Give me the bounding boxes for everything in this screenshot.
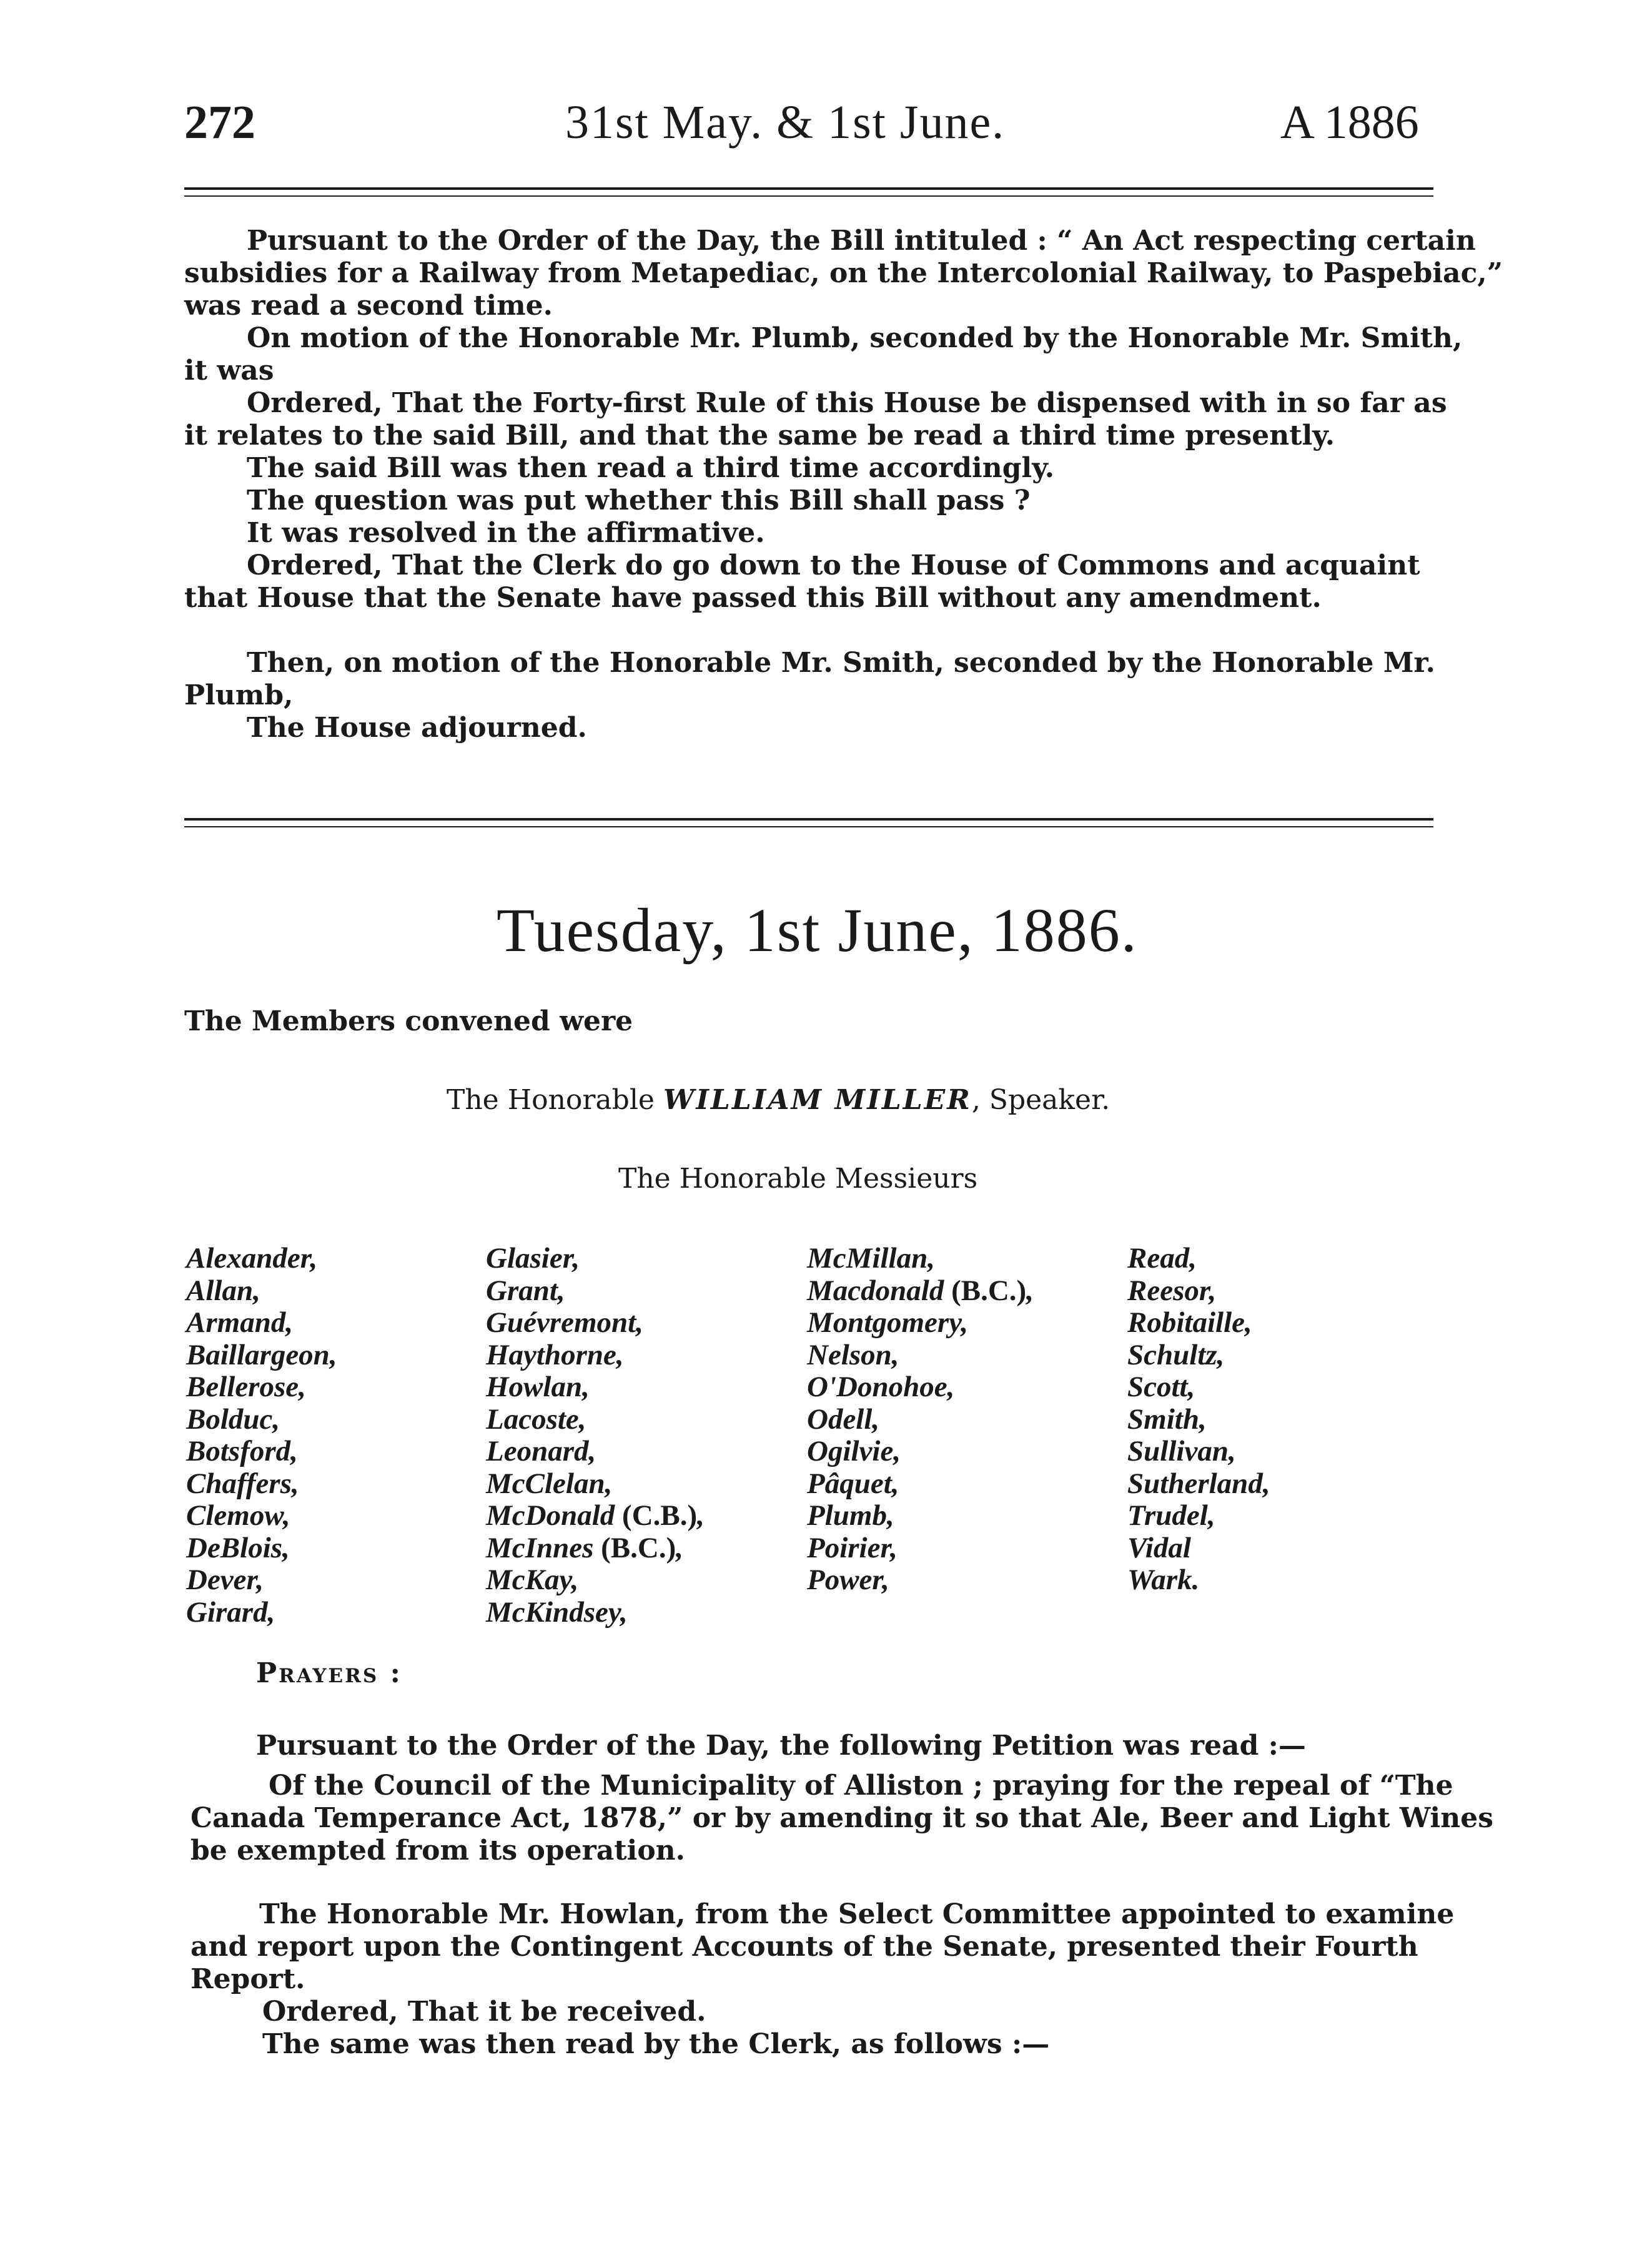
house-adjourned: The House adjourned. bbox=[247, 712, 587, 744]
member-name: Howlan, bbox=[486, 1371, 590, 1403]
member-name: Nelson, bbox=[807, 1338, 899, 1371]
committee-report bbox=[190, 1898, 1455, 1996]
member-province: (C.B.) bbox=[615, 1499, 698, 1532]
member-name: Macdonald (B.C.), bbox=[807, 1274, 1034, 1307]
member-name: Bolduc, bbox=[186, 1403, 280, 1436]
member-name: Smith, bbox=[1127, 1403, 1207, 1436]
member-name: Glasier, bbox=[486, 1242, 580, 1275]
member-name: Plumb, bbox=[807, 1499, 894, 1532]
text-line: Canada Temperance Act, 1878,” or by amending it so that Ale, Beer and Light Wines bbox=[190, 1802, 1493, 1834]
read-by-clerk: The same was then read by the Clerk, as follows :— bbox=[262, 2028, 1050, 2060]
member-name: McDonald (C.B.), bbox=[486, 1499, 705, 1532]
text-line: Pursuant to the Order of the Day, the Bill intituled : “ An Act respecting certain bbox=[247, 225, 1476, 257]
text-line: subsidies for a Railway from Metapediac, on the Intercolonial Railway, to Paspebiac,” bbox=[184, 257, 1503, 289]
member-name: Vidal bbox=[1127, 1531, 1191, 1564]
member-name: Dever, bbox=[186, 1564, 264, 1596]
member-name: Armand, bbox=[186, 1306, 294, 1339]
member-name: McKay, bbox=[486, 1564, 579, 1596]
text-line: Of the Council of the Municipality of Alliston ; praying for the repeal of “The bbox=[269, 1770, 1453, 1802]
member-province: (B.C.) bbox=[593, 1531, 676, 1564]
member-column-4 bbox=[1127, 1243, 1270, 1597]
text-line: and report upon the Contingent Accounts of the Senate, presented their Fourth bbox=[190, 1931, 1418, 1963]
header-rule bbox=[184, 187, 1433, 190]
running-head: 31st May. & 1st June. bbox=[565, 96, 1006, 149]
member-name: Pâquet, bbox=[807, 1467, 899, 1500]
prayers: Prayers : bbox=[256, 1657, 402, 1689]
member-name: Leonard, bbox=[486, 1435, 596, 1467]
text-line: that House that the Senate have passed this Bill without any amendment. bbox=[184, 582, 1322, 614]
member-name: McClelan, bbox=[486, 1467, 613, 1500]
member-name: Girard, bbox=[186, 1595, 275, 1629]
text-line: The Honorable Mr. Howlan, from the Select Committee appointed to examine bbox=[259, 1898, 1455, 1930]
member-name: Wark. bbox=[1127, 1564, 1200, 1596]
section-rule-thin bbox=[184, 826, 1433, 827]
rule-dispensed bbox=[184, 387, 1447, 452]
speaker-suffix: , Speaker. bbox=[971, 1084, 1110, 1116]
series-year: A 1886 bbox=[1280, 96, 1419, 149]
member-name: Reesor, bbox=[1127, 1274, 1217, 1307]
resolved: It was resolved in the affirmative. bbox=[247, 517, 765, 549]
member-name: Power, bbox=[807, 1564, 889, 1596]
member-column-2 bbox=[486, 1243, 705, 1629]
member-name: Read, bbox=[1127, 1242, 1197, 1275]
third-reading: The said Bill was then read a third time accordingly. bbox=[247, 452, 1055, 484]
text-line: On motion of the Honorable Mr. Plumb, seconded by the Honorable Mr. Smith, bbox=[247, 322, 1463, 354]
member-name: DeBlois, bbox=[186, 1531, 290, 1564]
member-name: Sutherland, bbox=[1127, 1467, 1270, 1500]
bill-second-reading bbox=[184, 225, 1503, 322]
speaker-line bbox=[447, 1084, 1627, 1117]
member-name: Poirier, bbox=[807, 1531, 898, 1564]
question-put: The question was put whether this Bill shall pass ? bbox=[247, 485, 1031, 516]
petition-intro: Pursuant to the Order of the Day, the following Petition was read :— bbox=[256, 1730, 1306, 1762]
member-name: O'Donohoe, bbox=[807, 1371, 955, 1403]
member-name: Grant, bbox=[486, 1274, 565, 1307]
member-column-1 bbox=[186, 1243, 337, 1629]
member-name: McMillan, bbox=[807, 1242, 936, 1275]
petition-text bbox=[190, 1770, 1493, 1867]
member-name: Robitaille, bbox=[1127, 1306, 1252, 1339]
adjourn-motion bbox=[184, 647, 1433, 712]
header-rule-thin bbox=[184, 195, 1433, 197]
member-name: Botsford, bbox=[186, 1435, 298, 1467]
text-line: be exempted from its operation. bbox=[190, 1835, 685, 1866]
members-intro: The Members convened were bbox=[184, 1005, 633, 1037]
section-rule bbox=[184, 818, 1433, 821]
text-line: Report. bbox=[190, 1963, 305, 1995]
day-heading: Tuesday, 1st June, 1886. bbox=[497, 895, 1138, 965]
member-name: Scott, bbox=[1127, 1371, 1195, 1403]
text-line: was read a second time. bbox=[184, 290, 553, 322]
member-name: Haythorne, bbox=[486, 1338, 624, 1371]
text-line: Plumb, bbox=[184, 679, 294, 711]
text-line: it was bbox=[184, 355, 274, 387]
member-name: McInnes (B.C.), bbox=[486, 1531, 683, 1564]
member-name: Chaffers, bbox=[186, 1467, 299, 1500]
motion-plumb bbox=[184, 322, 1463, 387]
text-line: it relates to the said Bill, and that the same be read a third time presently. bbox=[184, 420, 1335, 451]
member-name: Baillargeon, bbox=[186, 1338, 337, 1371]
text-line: Ordered, That the Forty-first Rule of this House be dispensed with in so far as bbox=[247, 387, 1447, 419]
member-name: Ogilvie, bbox=[807, 1435, 901, 1467]
member-name: McKindsey, bbox=[486, 1595, 628, 1629]
text-line: Ordered, That the Clerk do go down to the House of Commons and acquaint bbox=[247, 550, 1420, 581]
member-name: Sullivan, bbox=[1127, 1435, 1236, 1467]
member-name: Schultz, bbox=[1127, 1338, 1225, 1371]
speaker-prefix: The Honorable bbox=[447, 1084, 663, 1116]
member-province: (B.C.) bbox=[944, 1274, 1027, 1307]
text-line: Then, on motion of the Honorable Mr. Smith, seconded by the Honorable Mr. bbox=[247, 647, 1435, 679]
member-name: Trudel, bbox=[1127, 1499, 1215, 1532]
member-name: Alexander, bbox=[186, 1242, 318, 1275]
member-name: Odell, bbox=[807, 1403, 880, 1436]
clerk-commons bbox=[184, 550, 1433, 614]
member-column-3 bbox=[807, 1243, 1034, 1597]
speaker-name: WILLIAM MILLER bbox=[663, 1084, 972, 1116]
page-number: 272 bbox=[184, 96, 255, 149]
member-name: Montgomery, bbox=[807, 1306, 969, 1339]
report-received: Ordered, That it be received. bbox=[262, 1996, 706, 2028]
member-name: Allan, bbox=[186, 1274, 260, 1307]
member-name: Guévremont, bbox=[486, 1306, 643, 1339]
member-name: Lacoste, bbox=[486, 1403, 586, 1436]
messieurs-heading: The Honorable Messieurs bbox=[618, 1163, 978, 1195]
member-name: Clemow, bbox=[186, 1499, 290, 1532]
member-name: Bellerose, bbox=[186, 1371, 306, 1403]
